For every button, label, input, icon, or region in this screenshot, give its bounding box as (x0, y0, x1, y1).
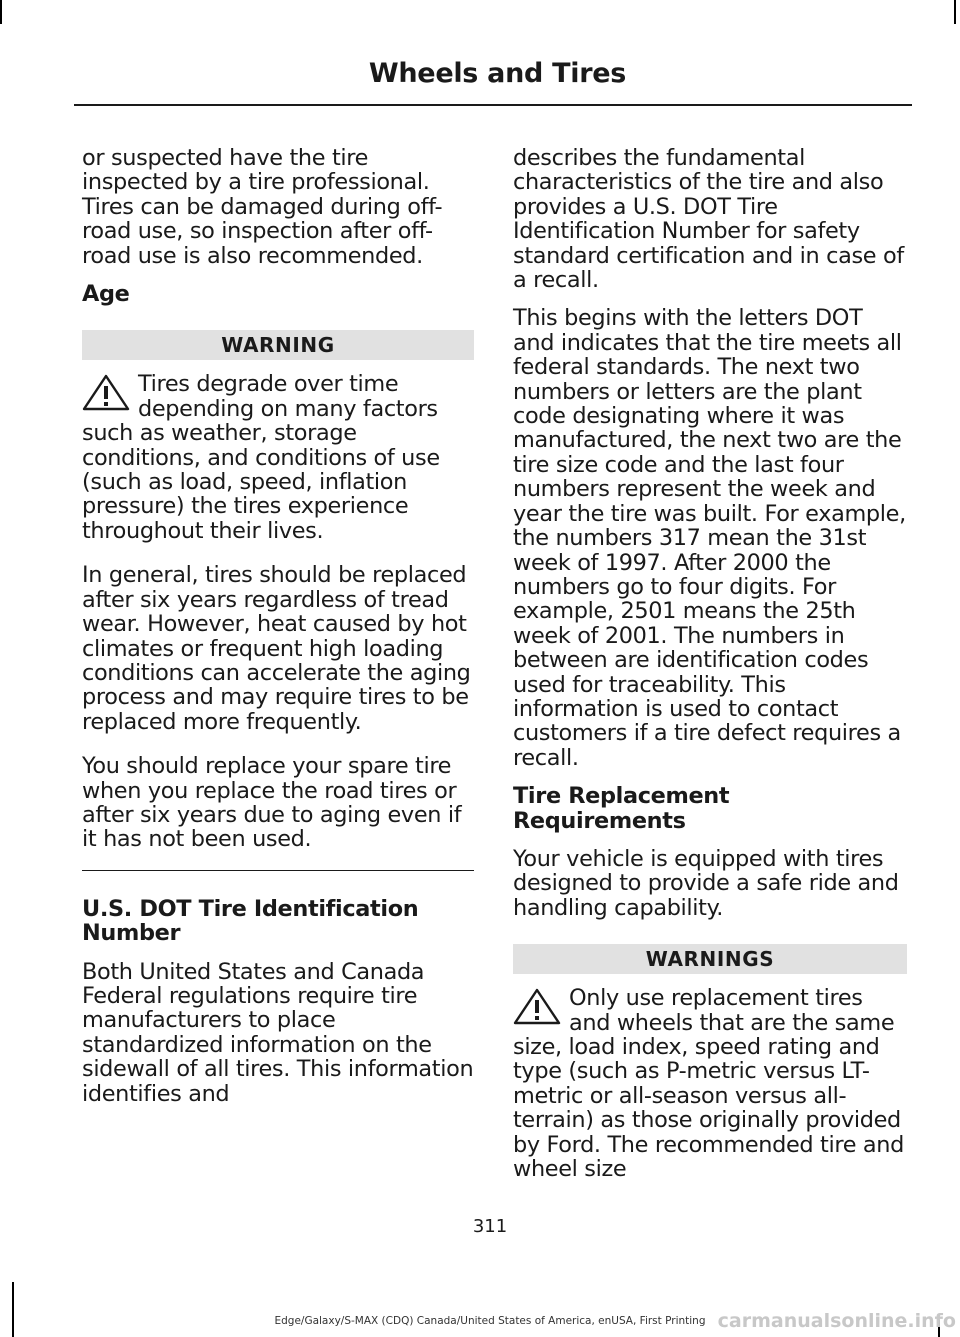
warning-label: WARNING (82, 330, 474, 360)
warning-body (82, 372, 474, 543)
warnings-body (513, 986, 907, 1181)
right-column (513, 146, 907, 1195)
footer-edition: Edge/Galaxy/S-MAX (CDQ) Canada/United States of America, enUSA, First Printing (274, 1315, 706, 1327)
warning-triangle-icon (80, 372, 132, 412)
page-header-title: Wheels and Tires (368, 58, 626, 89)
warning-triangle-icon (511, 986, 563, 1026)
age-heading: Age (82, 281, 130, 308)
warnings-text: Only use replacement tires and wheels that are the same size, load index, speed rating and type (such as P-metric versus LT-metric or all-season versus all-terrain) as those originally provided by Ford. The recommended tire and wheel size (513, 985, 904, 1183)
header-divider (74, 104, 912, 106)
tire-replacement-heading: Tire Replacement Requirements (513, 783, 730, 834)
page-number: 311 (472, 1216, 508, 1237)
federal-regulations-paragraph: Both United States and Canada Federal regulations require tire manufacturers to place standardized information on the sidewall of all tires. This information identifies and (82, 958, 474, 1107)
age-warning-box (82, 330, 474, 543)
warnings-label: WARNINGS (513, 944, 907, 974)
crop-mark-bottom-left (12, 1282, 14, 1337)
watermark: carmanualsonline.info (717, 1310, 956, 1332)
crop-mark-top-left (0, 0, 2, 24)
section-divider (82, 870, 474, 871)
replacement-warning-box (513, 944, 907, 1181)
intro-paragraph: or suspected have the tire inspected by a tire professional. Tires can be damaged during off-road use, so inspection after off-road use is also recommended. (82, 145, 443, 269)
left-column (82, 146, 474, 1120)
warning-text: Tires degrade over time depending on many factors such as weather, storage conditions, and conditions of use (such as load, speed, inflation pressure) the tires experience throughout their lives. (82, 371, 440, 544)
spare-tire-paragraph: You should replace your spare tire when you replace the road tires or after six years due to aging even if it has not been used. (82, 753, 462, 853)
equipped-tires-paragraph: Your vehicle is equipped with tires designed to provide a safe ride and handling capability. (513, 845, 899, 921)
dot-tin-heading: U.S. DOT Tire Identification Number (82, 895, 419, 947)
dot-letters-paragraph: This begins with the letters DOT and indicates that the tire meets all federal standards. The next two numbers or letters are the plant code designating where it was manufactured, the next two are the tire size code and the last four numbers represent the week and year the tire was built. For example, the numbers 317 mean the 31st week of 1997. After 2000 the numbers go to four digits. For example, 2501 means the 25th week of 2001. The numbers in between are identification codes used for traceability. This information is used to contact customers if a tire defect requires a recall. (513, 305, 906, 771)
replace-six-years-paragraph: In general, tires should be replaced after six years regardless of tread wear. However, heat caused by hot climates or frequent high loading conditions can accelerate the aging process and may require tires to be replaced more frequently. (82, 562, 471, 735)
characteristics-paragraph: describes the fundamental characteristics of the tire and also provides a U.S. DOT Tire Identification Number for safety standard certification and in case of a recall. (513, 145, 904, 294)
crop-mark-top-right (954, 0, 956, 24)
